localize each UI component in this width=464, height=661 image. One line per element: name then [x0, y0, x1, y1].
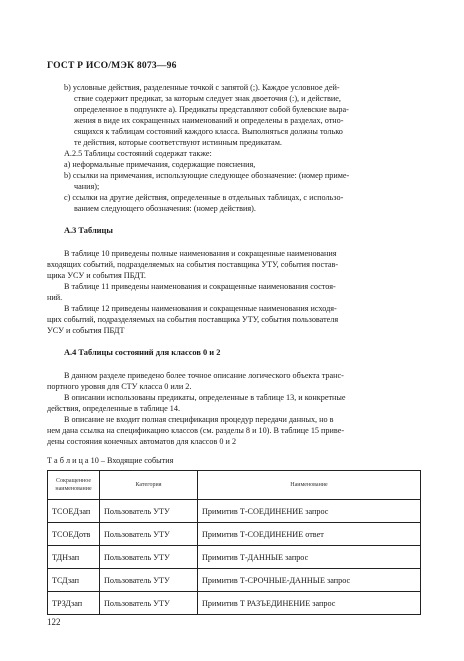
- table-caption: Т а б л и ц а 10 – Входящие события: [47, 456, 174, 465]
- cell-category: Пользователь УТУ: [100, 592, 198, 615]
- text-line: УСУ и события ПБДТ: [47, 326, 125, 335]
- cell-name: Примитив Т РАЗЪЕДИНЕНИЕ запрос: [198, 592, 421, 615]
- text-line: b) ссылки на примечания, использующие следующее обозначение: (номер приме-: [64, 171, 350, 180]
- text-line: В таблице 12 приведены наименования и сокращенные наименования исходя-: [64, 304, 337, 313]
- cell-abbrev: ТСОЕДзап: [48, 500, 100, 523]
- text-line: В описание не входит полная спецификация процедур передачи данных, но в: [64, 415, 334, 424]
- text-line: те действия, которые соответствуют истинным предикатам.: [74, 138, 282, 147]
- table-header-row: [48, 471, 421, 500]
- text-line: жения в виде их сокращенных наименований и определены в разделах, отно-: [74, 116, 344, 125]
- text-line: щих событий, подразделяемых на события поставщика УТУ, события пользователя: [47, 315, 339, 324]
- cell-category: Пользователь УТУ: [100, 569, 198, 592]
- table-row: [48, 569, 421, 592]
- text-line: ванием следующего обозначения: (номер действия).: [74, 204, 256, 213]
- cell-name: Примитив Т-СОЕДИНЕНИЕ ответ: [198, 523, 421, 546]
- text-line: щика УСУ и события ПБДТ.: [47, 271, 146, 280]
- incoming-events-table: [47, 470, 421, 615]
- text-line: A.2.5 Таблицы состояний содержат также:: [64, 149, 212, 158]
- text-line: портного уровня для СТУ класса 0 или 2.: [47, 382, 192, 391]
- text-line: действия, определенные в таблице 14.: [47, 404, 181, 413]
- text-line: входящих событий, подразделяемых на события поставщика УТУ, события постав-: [47, 260, 339, 269]
- cell-name: Примитив Т-ДАННЫЕ запрос: [198, 546, 421, 569]
- text-line: В данном разделе приведено более точное описание логического объекта транс-: [64, 371, 344, 380]
- text-line: ний.: [47, 293, 63, 302]
- cell-name: Примитив Т-СОЕДИНЕНИЕ запрос: [198, 500, 421, 523]
- column-header-category: Категория: [100, 471, 198, 500]
- cell-category: Пользователь УТУ: [100, 523, 198, 546]
- table-row: [48, 523, 421, 546]
- column-header-name: Наименование: [198, 471, 421, 500]
- document-header: ГОСТ Р ИСО/МЭК 8073—96: [47, 60, 177, 71]
- text-line: дены состояния конечных автоматов для классов 0 и 2: [47, 437, 237, 446]
- section-heading-a3: A.3 Таблицы: [64, 226, 113, 235]
- cell-abbrev: ТДНзап: [48, 546, 100, 569]
- cell-abbrev: ТСДзап: [48, 569, 100, 592]
- section-heading-a4: A.4 Таблицы состояний для классов 0 и 2: [64, 348, 221, 357]
- cell-abbrev: ТСОЕДотв: [48, 523, 100, 546]
- text-line: определенное в подпункте а). Предикаты представляют собой булевские выра-: [74, 105, 349, 114]
- table-row: [48, 500, 421, 523]
- text-line: b) условные действия, разделенные точкой с запятой (;). Каждое условное дей-: [64, 83, 340, 92]
- page-number: 122: [47, 617, 61, 627]
- text-line: В описании использованы предикаты, определенные в таблице 13, и конкретные: [64, 393, 346, 402]
- text-line: c) ссылки на другие действия, определенные в отдельных таблицах, с использо-: [64, 193, 344, 202]
- table-row: [48, 592, 421, 615]
- text-line: сящихся к таблицам состояний каждого класса. Выполняться должны только: [74, 127, 343, 136]
- cell-category: Пользователь УТУ: [100, 546, 198, 569]
- text-line: чания);: [74, 182, 100, 191]
- cell-name: Примитив Т-СРОЧНЫЕ-ДАННЫЕ запрос: [198, 569, 421, 592]
- table-row: [48, 546, 421, 569]
- text-line: нем дана ссылка на спецификацию классов (см. разделы 8 и 10). В таблице 15 приве-: [47, 426, 345, 435]
- text-line: В таблице 10 приведены полные наименования и сокращенные наименования: [64, 249, 337, 258]
- cell-category: Пользователь УТУ: [100, 500, 198, 523]
- text-line: a) неформальные примечания, содержащие пояснения,: [64, 160, 256, 169]
- column-header-abbrev: Сокращенное наименование: [48, 471, 100, 500]
- cell-abbrev: ТРЗДзап: [48, 592, 100, 615]
- text-line: В таблице 11 приведены наименования и сокращенные наименования состоя-: [64, 282, 336, 291]
- text-line: ствие содержит предикат, за которым следует знак двоеточия (:), и действие,: [74, 94, 341, 103]
